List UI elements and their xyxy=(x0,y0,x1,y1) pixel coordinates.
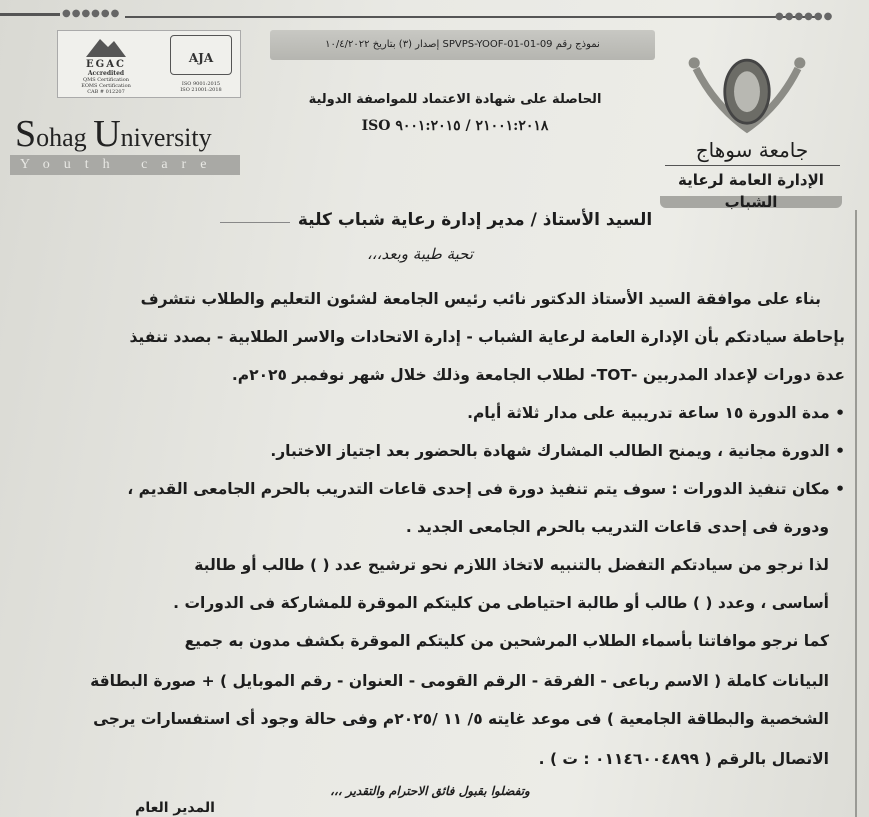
header-dots: ●●●●●● xyxy=(775,11,834,22)
certification-logos xyxy=(57,30,241,98)
university-name-en: Sohag University xyxy=(15,113,212,155)
addressee: السيد الأستاذ / مدير إدارة رعاية شباب كلية xyxy=(297,210,653,230)
body-line: البيانات كاملة ( الاسم رباعى - الفرقة - الرقم القومى - العنوان - رقم الموبايل ) + صورة البطاقة xyxy=(90,672,829,690)
body-line: كما نرجو موافاتنا بأسماء الطلاب المرشحين من كليتكم الموقرة بكشف مدون به جميع xyxy=(184,632,829,650)
bullet-item: • الدورة مجانية ، ويمنح الطالب المشارك شهادة بالحضور بعد اجتياز الاختبار. xyxy=(270,442,845,460)
body-line: الشخصية والبطاقة الجامعية ) فى موعد غايته ٥/ ١١ /٢٠٢٥م وفى حالة وجود أى استفسارات يرجى xyxy=(93,710,829,728)
signature-title: المدير العام xyxy=(135,800,215,816)
bullet-item: • مدة الدورة ١٥ ساعة تدريبية على مدار ثلاثة أيام. xyxy=(467,404,845,422)
body-line: لذا نرجو من سيادتكم التفضل بالتنبيه لاتخاذ اللازم نحو ترشيح عدد ( ) طالب أو طالبة xyxy=(194,556,829,574)
body-line: عدة دورات لإعداد المدربين -TOT- لطلاب الجامعة وذلك خلال شهر نوفمبر ٢٠٢٥م. xyxy=(231,366,845,384)
page-border xyxy=(855,210,857,817)
accreditation-text: الحاصلة على شهادة الاعتماد للمواصفة الدولية xyxy=(308,92,602,107)
iso-text: ISO ٢١٠٠١:٢٠١٨ / ٩٠٠١:٢٠١٥ xyxy=(361,118,549,134)
bullet-item: • مكان تنفيذ الدورات : سوف يتم تنفيذ دورة فى إحدى قاعات التدريب بالحرم الجامعى القديم ، xyxy=(127,480,845,498)
header-rule xyxy=(0,13,60,16)
header-rule xyxy=(125,16,815,18)
header-dots: ●●●●●● xyxy=(62,8,121,19)
divider xyxy=(665,165,840,166)
youth-care-banner: Youth care xyxy=(10,155,240,175)
body-line: بناء على موافقة السيد الأستاذ الدكتور نائب رئيس الجامعة لشئون التعليم والطلاب نتشرف xyxy=(140,290,821,308)
egac-logo: EGAC Accredited QMS Certification EOMS Certification CAB # 012207 xyxy=(66,35,146,95)
aja-logo: AJA ISO 9001:2015 ISO 21001:2018 xyxy=(170,35,232,93)
form-number: نموذج رقم SPVPS-YOOF-01-01-09 إصدار (٣) بتاريخ ١٠/٤/٢٠٢٢ xyxy=(270,30,655,60)
body-line: بإحاطة سيادتكم بأن الإدارة العامة لرعاية الشباب - إدارة الاتحادات والاسر الطلابية - بصدد تنفيذ xyxy=(129,328,845,346)
addressee-rule xyxy=(220,222,290,223)
mountain-icon xyxy=(86,35,126,57)
department-name-ar: الإدارة العامة لرعاية الشباب xyxy=(678,171,824,211)
body-line: أساسى ، وعدد ( ) طالب أو طالبة احتياطى من كليتكم الموقرة للمشاركة فى الدورات . xyxy=(173,594,829,612)
bullet-continuation: ودورة فى إحدى قاعات التدريب بالحرم الجامعى الجديد . xyxy=(405,518,829,536)
university-name-ar: جامعة سوهاج xyxy=(695,138,809,162)
body-line: الاتصال بالرقم ( ٠١١٤٦٠٠٤٨٩٩ : ت ) . xyxy=(538,750,829,768)
greeting: تحية طيبة وبعد،،، xyxy=(366,245,474,263)
sohag-university-logo xyxy=(672,50,822,138)
closing: وتفضلوا بقبول فائق الاحترام والتقدير ،،، xyxy=(330,784,530,798)
